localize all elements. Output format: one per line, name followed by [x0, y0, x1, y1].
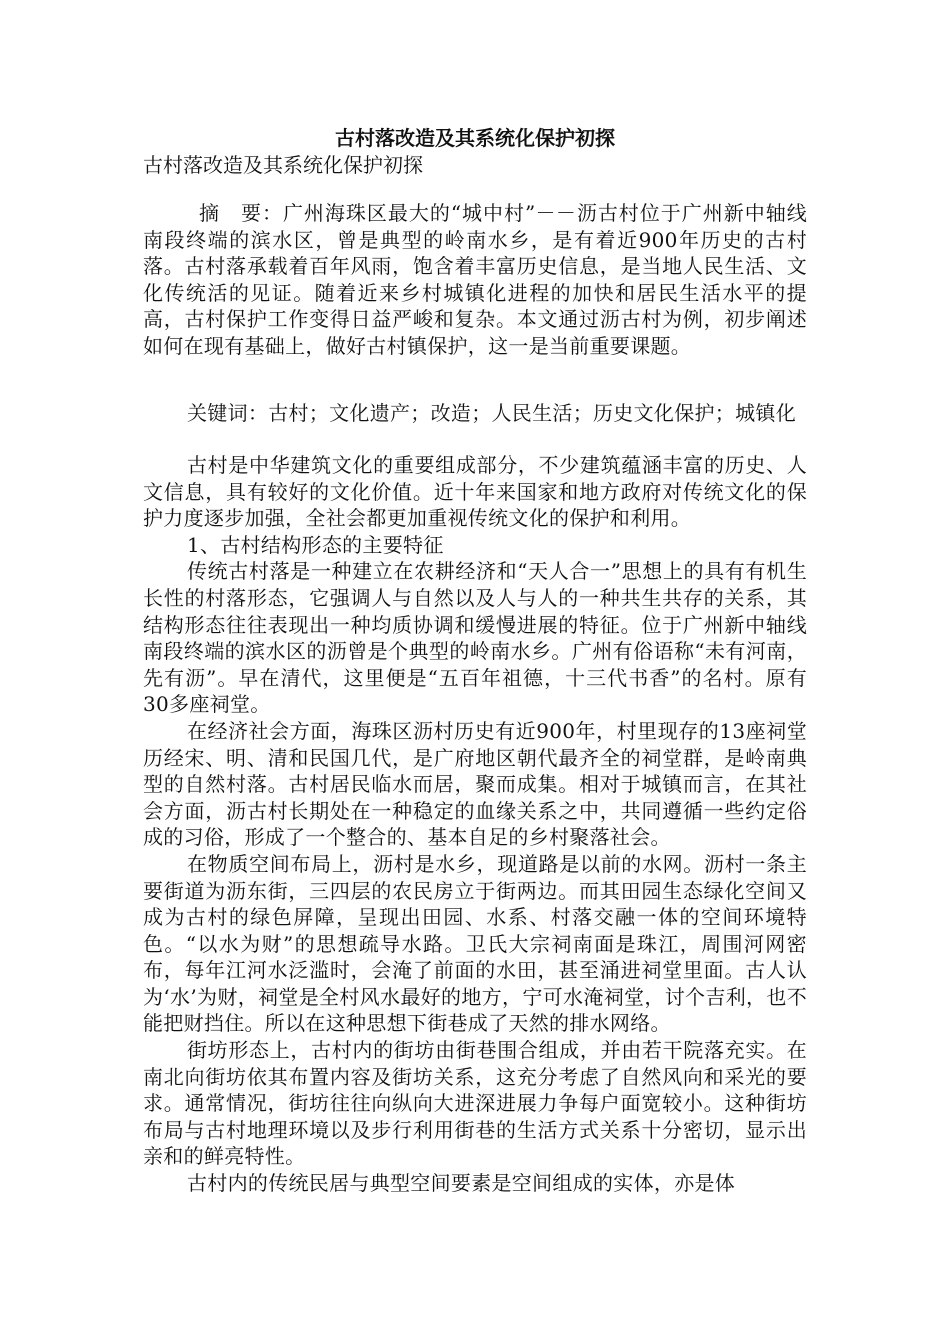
body-paragraph: 街坊形态上，古村内的街坊由街巷围合组成，并由若干院落充实。在南北向街坊依其布置内容及街坊关系，这充分考虑了自然风向和采光的要求。通常情况，街坊往往向纵向大进深进展力争每户面宽较小。这种街坊布局与古村地理环境以及步行利用街巷的生活方式关系十分密切，显示出亲和的鲜亮特性。: [143, 1038, 807, 1169]
section-heading: 1、古村结构形态的主要特征: [187, 532, 444, 557]
abstract-paragraph: [143, 200, 807, 360]
body-paragraph: 在经济社会方面，海珠区沥村历史有近900年，村里现存的13座祠堂历经宋、明、清和民国几代，是广府地区朝代最齐全的祠堂群，是岭南典型的自然村落。古村居民临水而居，聚而成集。相对于城镇而言，在其社会方面，沥古村长期处在一种稳定的血缘关系之中，共同遵循一些约定俗成的习俗，形成了一个整合的、基本自足的乡村聚落社会。: [143, 718, 807, 850]
body-paragraph: 在物质空间布局上，沥村是水乡，现道路是以前的水网。沥村一条主要街道为沥东街，三四层的农民房立于街两边。而其田园生态绿化空间又成为古村的绿色屏障，呈现出田园、水系、村落交融一体的空间环境特色。“以水为财”的思想疏导水路。卫氏大宗祠南面是珠江，周围河网密布，每年江河水泛滥时，会淹了前面的水田，甚至涌进祠堂里面。古人认为‘水’为财，祠堂是全村风水最好的地方，宁可水淹祠堂，讨个吉利，也不能把财挡住。所以在这种思想下街巷成了天然的排水网络。: [143, 851, 807, 1036]
abstract-text: 摘 要：广州海珠区最大的“城中村”－－沥古村位于广州新中轴线南段终端的滨水区，曾是典型的岭南水乡，是有着近900年历史的古村落。古村落承载着百年风雨，饱含着丰富历史信息，是当地人民生活、文化传统活的见证。随着近来乡村城镇化进程的加快和居民生活水平的提高，古村保护工作变得日益严峻和复杂。本文通过沥古村为例，初步阐述如何在现有基础上，做好古村镇保护，这一是当前重要课题。: [143, 201, 807, 358]
body-paragraph: 传统古村落是一种建立在农耕经济和“天人合一”思想上的具有有机生长性的村落形态，它强调人与自然以及人与人的一种共生共存的关系，其结构形态往往表现出一种均质协调和缓慢进展的特征。位于广州新中轴线南段终端的滨水区的沥曾是个典型的岭南水乡。广州有俗语称“未有河南，先有沥”。早在清代，这里便是“五百年祖德，十三代书香”的名村。原有30多座祠堂。: [143, 559, 807, 717]
keywords-paragraph: 关键词：古村；文化遗产；改造；人民生活；历史文化保护；城镇化: [187, 401, 796, 425]
document-subtitle: 古村落改造及其系统化保护初探: [143, 153, 423, 177]
document-title: 古村落改造及其系统化保护初探: [335, 126, 615, 150]
body-paragraph: 古村内的传统民居与典型空间要素是空间组成的实体，亦是体: [187, 1171, 736, 1196]
body-paragraph: 古村是中华建筑文化的重要组成部分，不少建筑蕴涵丰富的历史、人文信息，具有较好的文化价值。近十年来国家和地方政府对传统文化的保护力度逐步加强，全社会都更加重视传统文化的保护和利用。: [143, 453, 807, 531]
body-content: [143, 452, 807, 1197]
